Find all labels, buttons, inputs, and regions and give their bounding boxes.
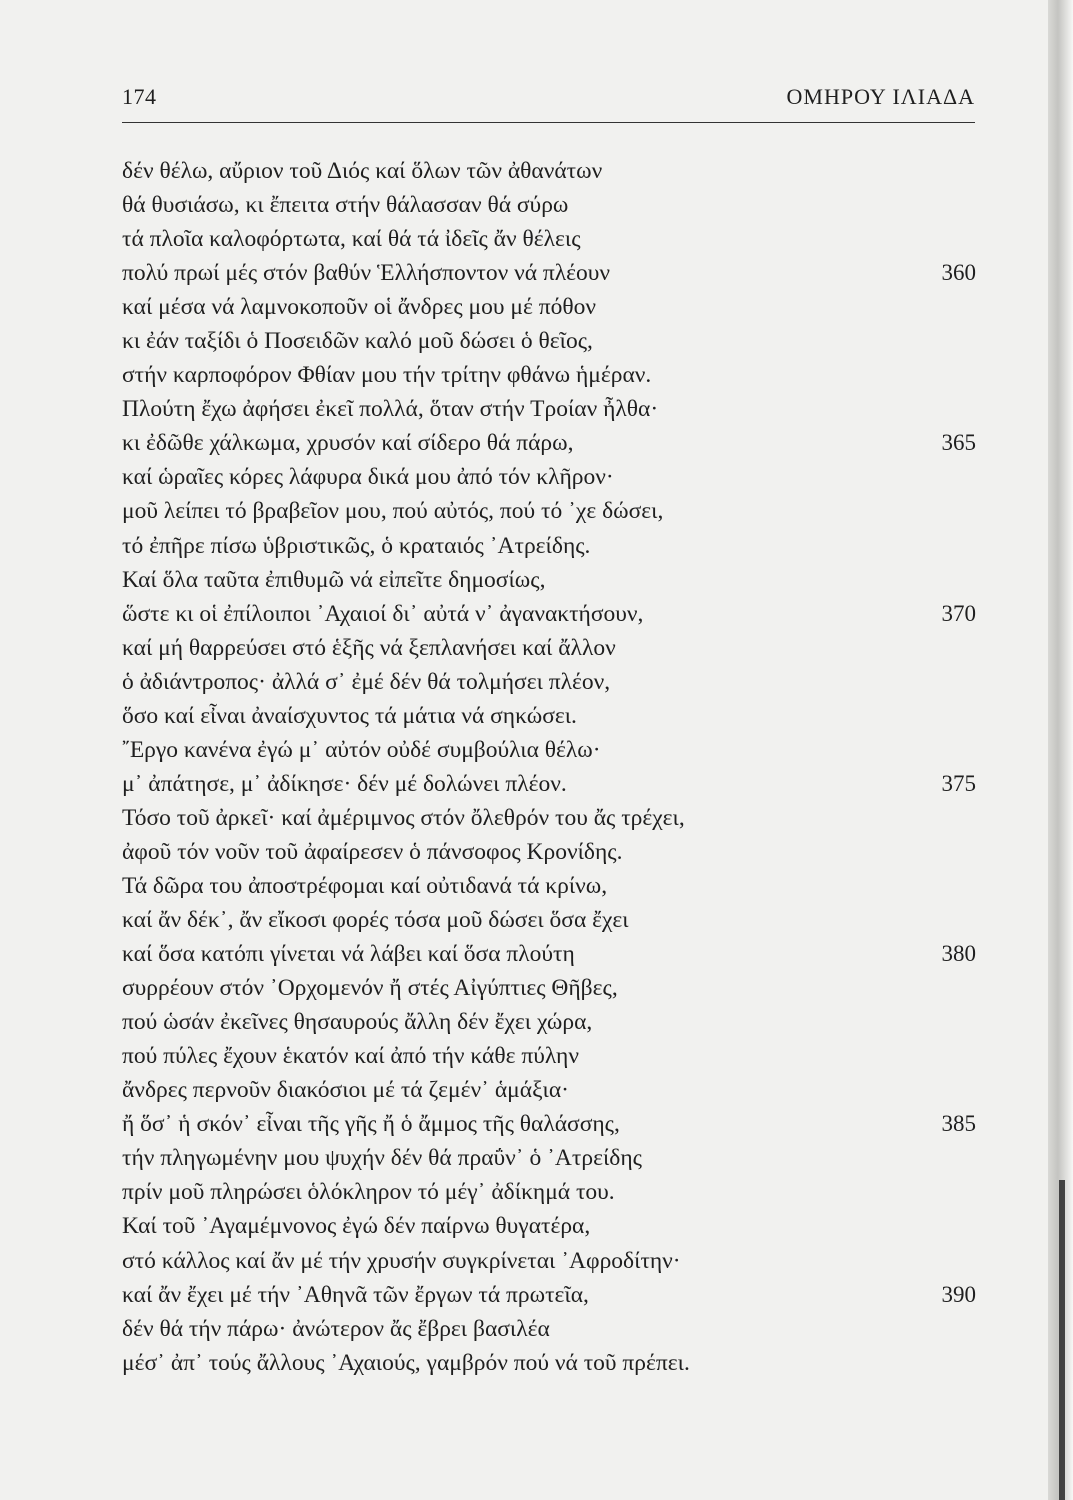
verse-line xyxy=(122,358,982,392)
verse-text: συρρέουν στόν ᾽Ορχομενόν ἤ στές Αἰγύπτιες Θῆβες, xyxy=(122,975,618,1002)
verse-line xyxy=(122,392,982,426)
verse-line xyxy=(122,494,982,528)
verse-line xyxy=(122,426,982,460)
verse-number: 375 xyxy=(941,770,976,796)
verse-text: ἄνδρες περνοῦν διακόσιοι μέ τά ζεμέν᾽ ἁμάξια· xyxy=(122,1077,570,1104)
verse-line xyxy=(122,1312,982,1346)
page-edge xyxy=(1048,0,1073,1500)
verse-text: θά θυσιάσω, κι ἔπειτα στήν θάλασσαν θά σύρω xyxy=(122,192,569,219)
verse-line xyxy=(122,1278,982,1312)
verse-line xyxy=(122,1107,982,1141)
verse-text: στό κάλλος καί ἄν μέ τήν χρυσήν συγκρίνεται ᾽Αφροδίτην· xyxy=(122,1247,681,1274)
verse-text: ἤ ὅσ᾽ ἡ σκόν᾽ εἶναι τῆς γῆς ἤ ὁ ἄμμος τῆς θαλάσσης, xyxy=(122,1111,620,1138)
verse-line xyxy=(122,835,982,869)
verse-text: Καί ὅλα ταῦτα ἐπιθυμῶ νά εἰπεῖτε δημοσίως, xyxy=(122,566,546,593)
verse-text: καί ἄν δέκ᾽, ἄν εἴκοσι φορές τόσα μοῦ δώσει ὅσα ἔχει xyxy=(122,907,629,934)
verse-text: ἀφοῦ τόν νοῦν τοῦ ἀφαίρεσεν ὁ πάνσοφος Κρονίδης. xyxy=(122,838,623,865)
verse-line xyxy=(122,1073,982,1107)
verse-text: Πλούτη ἔχω ἀφήσει ἐκεῖ πολλά, ὅταν στήν Τροίαν ἦλθα· xyxy=(122,396,659,423)
verse-text: ὁ ἀδιάντροπος· ἀλλά σ᾽ ἐμέ δέν θά τολμήσει πλέον, xyxy=(122,668,611,695)
verse-text: πού πύλες ἔχουν ἑκατόν καί ἀπό τήν κάθε πύλην xyxy=(122,1043,579,1070)
verse-line xyxy=(122,222,982,256)
verse-line xyxy=(122,801,982,835)
verse-number: 365 xyxy=(941,430,976,456)
verse-text: τήν πληγωμένην μου ψυχήν δέν θά πραΰν᾽ ὁ ᾽Ατρείδης xyxy=(122,1145,642,1172)
verse-line xyxy=(122,1005,982,1039)
verse-text: μοῦ λείπει τό βραβεῖον μου, πού αὐτός, πού τό ᾽χε δώσει, xyxy=(122,498,664,525)
verse-line xyxy=(122,1244,982,1278)
verse-text: καί ὅσα κατόπι γίνεται νά λάβει καί ὅσα πλούτη xyxy=(122,941,575,968)
verse-line xyxy=(122,869,982,903)
verse-text: μ᾽ ἀπάτησε, μ᾽ ἀδίκησε· δέν μέ δολώνει πλέον. xyxy=(122,770,567,797)
verse-text: καί μή θαρρεύσει στό ἑξῆς νά ξεπλανήσει καί ἄλλον xyxy=(122,634,616,661)
verse-line xyxy=(122,767,982,801)
verse-line xyxy=(122,597,982,631)
verse-text: πού ὡσάν ἐκεῖνες θησαυρούς ἄλλη δέν ἔχει χώρα, xyxy=(122,1009,593,1036)
verse-text: Τόσο τοῦ ἀρκεῖ· καί ἀμέριμνος στόν ὄλεθρόν του ἄς τρέχει, xyxy=(122,804,685,831)
verse-text: ὥστε κι οἱ ἐπίλοιποι ᾽Αχαιοί δι᾽ αὐτά ν᾽ ἀγανακτήσουν, xyxy=(122,600,644,627)
verse-text: ὅσο καί εἶναι ἀναίσχυντος τά μάτια νά σηκώσει. xyxy=(122,702,577,729)
verse-number: 380 xyxy=(941,941,976,967)
verse-line xyxy=(122,1346,982,1380)
verse-text: δέν θέλω, αὔριον τοῦ Διός καί ὅλων τῶν ἀθανάτων xyxy=(122,158,603,184)
verse-line xyxy=(122,665,982,699)
verse-line xyxy=(122,971,982,1005)
verse-line xyxy=(122,1175,982,1209)
verse-line xyxy=(122,529,982,563)
verse-number: 385 xyxy=(941,1111,976,1137)
header-rule xyxy=(122,122,975,123)
verse-line xyxy=(122,733,982,767)
verse-text: δέν θά τήν πάρω· ἀνώτερον ἄς ἔβρει βασιλέα xyxy=(122,1315,550,1342)
verse-text: στήν καρποφόρον Φθίαν μου τήν τρίτην φθάνω ἡμέραν. xyxy=(122,362,652,389)
verse-text: καί ἄν ἔχει μέ τήν ᾽Αθηνᾶ τῶν ἔργων τά πρωτεῖα, xyxy=(122,1281,589,1308)
verse-line xyxy=(122,903,982,937)
page-number: 174 xyxy=(122,84,157,109)
verse-text: μέσ᾽ ἀπ᾽ τούς ἄλλους ᾽Αχαιούς, γαμβρόν πού νά τοῦ πρέπει. xyxy=(122,1349,690,1376)
verse-line xyxy=(122,460,982,494)
verse-line xyxy=(122,1209,982,1243)
verse-text: κι ἐάν ταξίδι ὁ Ποσειδῶν καλό μοῦ δώσει ὁ θεῖος, xyxy=(122,328,593,355)
verse-text: ῎Εργο κανένα ἐγώ μ᾽ αὐτόν οὐδέ συμβούλια θέλω· xyxy=(122,736,601,763)
verse-number: 390 xyxy=(941,1281,976,1307)
verse-text: καί μέσα νά λαμνοκοποῦν οἱ ἄνδρες μου μέ πόθον xyxy=(122,294,596,321)
verse-line xyxy=(122,631,982,665)
verse-text: κι ἐδῶθε χάλκωμα, χρυσόν καί σίδερο θά πάρω, xyxy=(122,430,574,457)
verse-text: τά πλοῖα καλοφόρτωτα, καί θά τά ἰδεῖς ἄν θέλεις xyxy=(122,226,581,253)
page-header xyxy=(122,78,975,118)
verse-line xyxy=(122,290,982,324)
verse-number: 370 xyxy=(941,600,976,626)
verse-line xyxy=(122,563,982,597)
verse-list xyxy=(122,154,982,1380)
verse-line xyxy=(122,1039,982,1073)
verse-line xyxy=(122,154,982,188)
verse-text: πολύ πρωί μές στόν βαθύν Ἑλλήσποντον νά πλέουν xyxy=(122,260,611,287)
verse-text: Καί τοῦ ᾽Αγαμέμνονος ἐγώ δέν παίρνω θυγατέρα, xyxy=(122,1213,591,1240)
verse-text: καί ὡραῖες κόρες λάφυρα δικά μου ἀπό τόν κλῆρον· xyxy=(122,464,614,491)
verse-text: τό ἐπῆρε πίσω ὑβριστικῶς, ὁ κραταιός ᾽Ατρείδης. xyxy=(122,532,591,559)
running-title: ΟΜΗΡΟΥ ΙΛΙΑΔΑ xyxy=(786,84,975,109)
verse-line xyxy=(122,699,982,733)
verse-line xyxy=(122,937,982,971)
verse-line xyxy=(122,324,982,358)
verse-text: Τά δῶρα του ἀποστρέφομαι καί οὐτιδανά τά κρίνω, xyxy=(122,872,608,899)
verse-line xyxy=(122,1141,982,1175)
verse-line xyxy=(122,256,982,290)
verse-line xyxy=(122,188,982,222)
verse-text: πρίν μοῦ πληρώσει ὁλόκληρον τό μέγ᾽ ἀδίκημά του. xyxy=(122,1179,615,1206)
verse-number: 360 xyxy=(941,260,976,286)
binding-shadow xyxy=(1059,1180,1065,1500)
